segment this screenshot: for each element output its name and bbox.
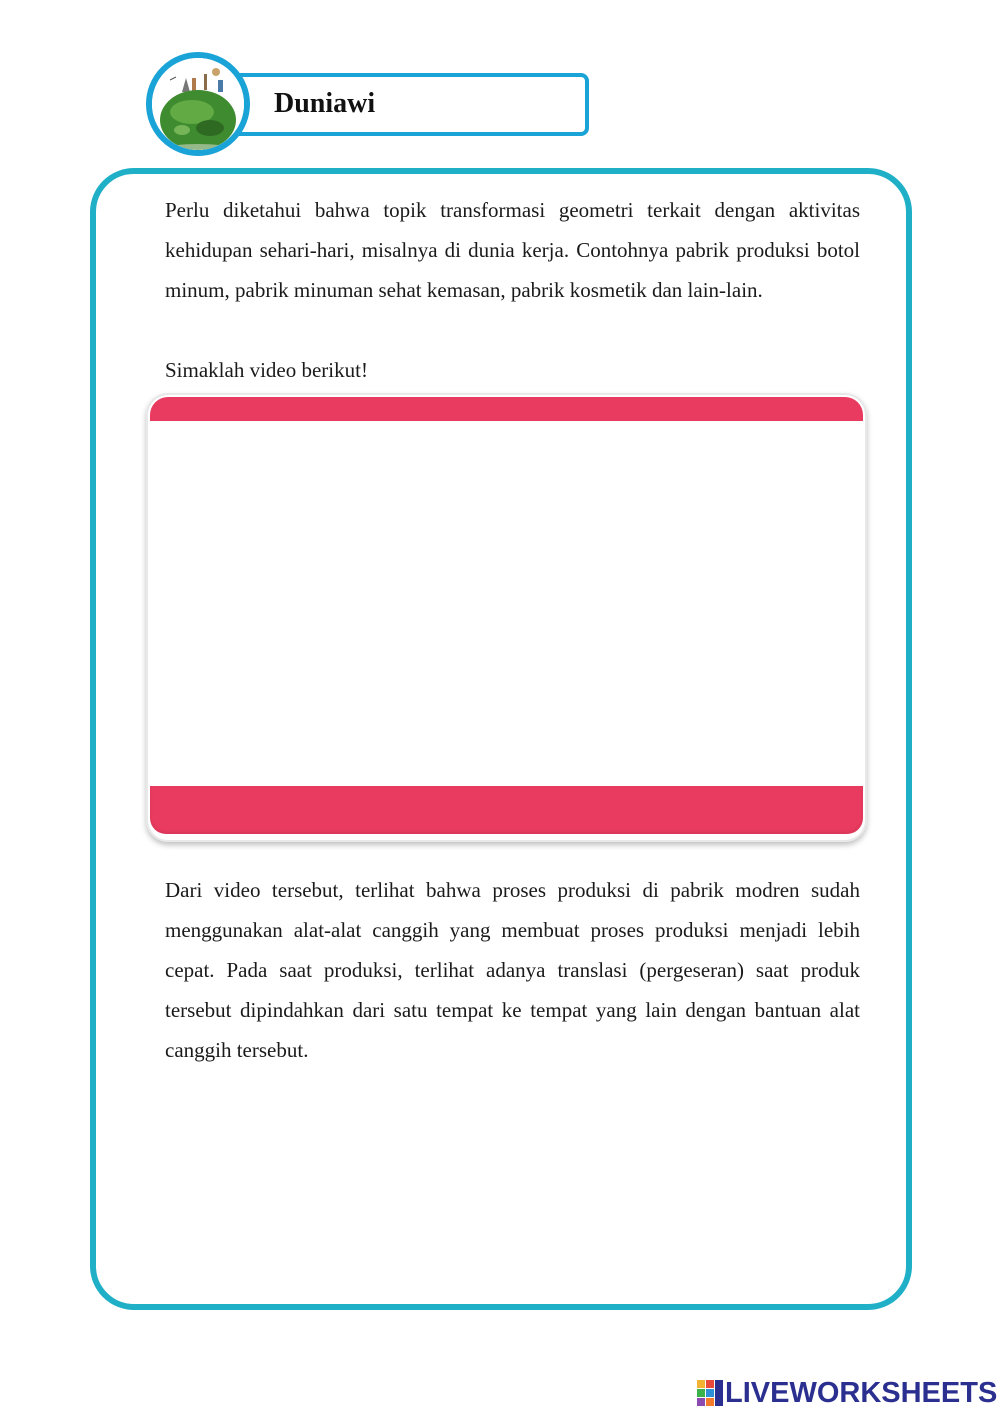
globe-icon <box>146 52 250 156</box>
brand-name: LIVEWORKSHEETS <box>725 1376 998 1409</box>
video-instruction: Simaklah video berikut! <box>165 358 368 382</box>
video-screen[interactable] <box>150 421 863 786</box>
header-box <box>215 73 589 136</box>
liveworksheets-logo <box>697 1376 997 1410</box>
intro-paragraph: Perlu diketahui bahwa topik transformasi geometri terkait dengan aktivitas kehidupan sehari-hari, misalnya di dunia kerja. Contohnya pabrik produksi botol minum, pabrik minuman sehat kemasan, pabrik kosmetik dan lain-lain. <box>165 198 860 302</box>
video-bottom-bar <box>150 786 863 834</box>
explanation-paragraph: Dari video tersebut, terlihat bahwa proses produksi di pabrik modren sudah menggunakan alat-alat canggih yang membuat proses produksi menjadi lebih cepat. Pada saat produksi, terlihat adanya translasi (pergeseran) saat produk tersebut dipindahkan dari satu tempat ke tempat yang lain dengan bantuan alat canggih tersebut. <box>165 878 860 1062</box>
video-player[interactable] <box>146 393 867 842</box>
liveworksheets-logo-icon <box>697 1380 723 1406</box>
page-title: Duniawi <box>274 88 376 119</box>
video-top-bar <box>150 397 863 421</box>
